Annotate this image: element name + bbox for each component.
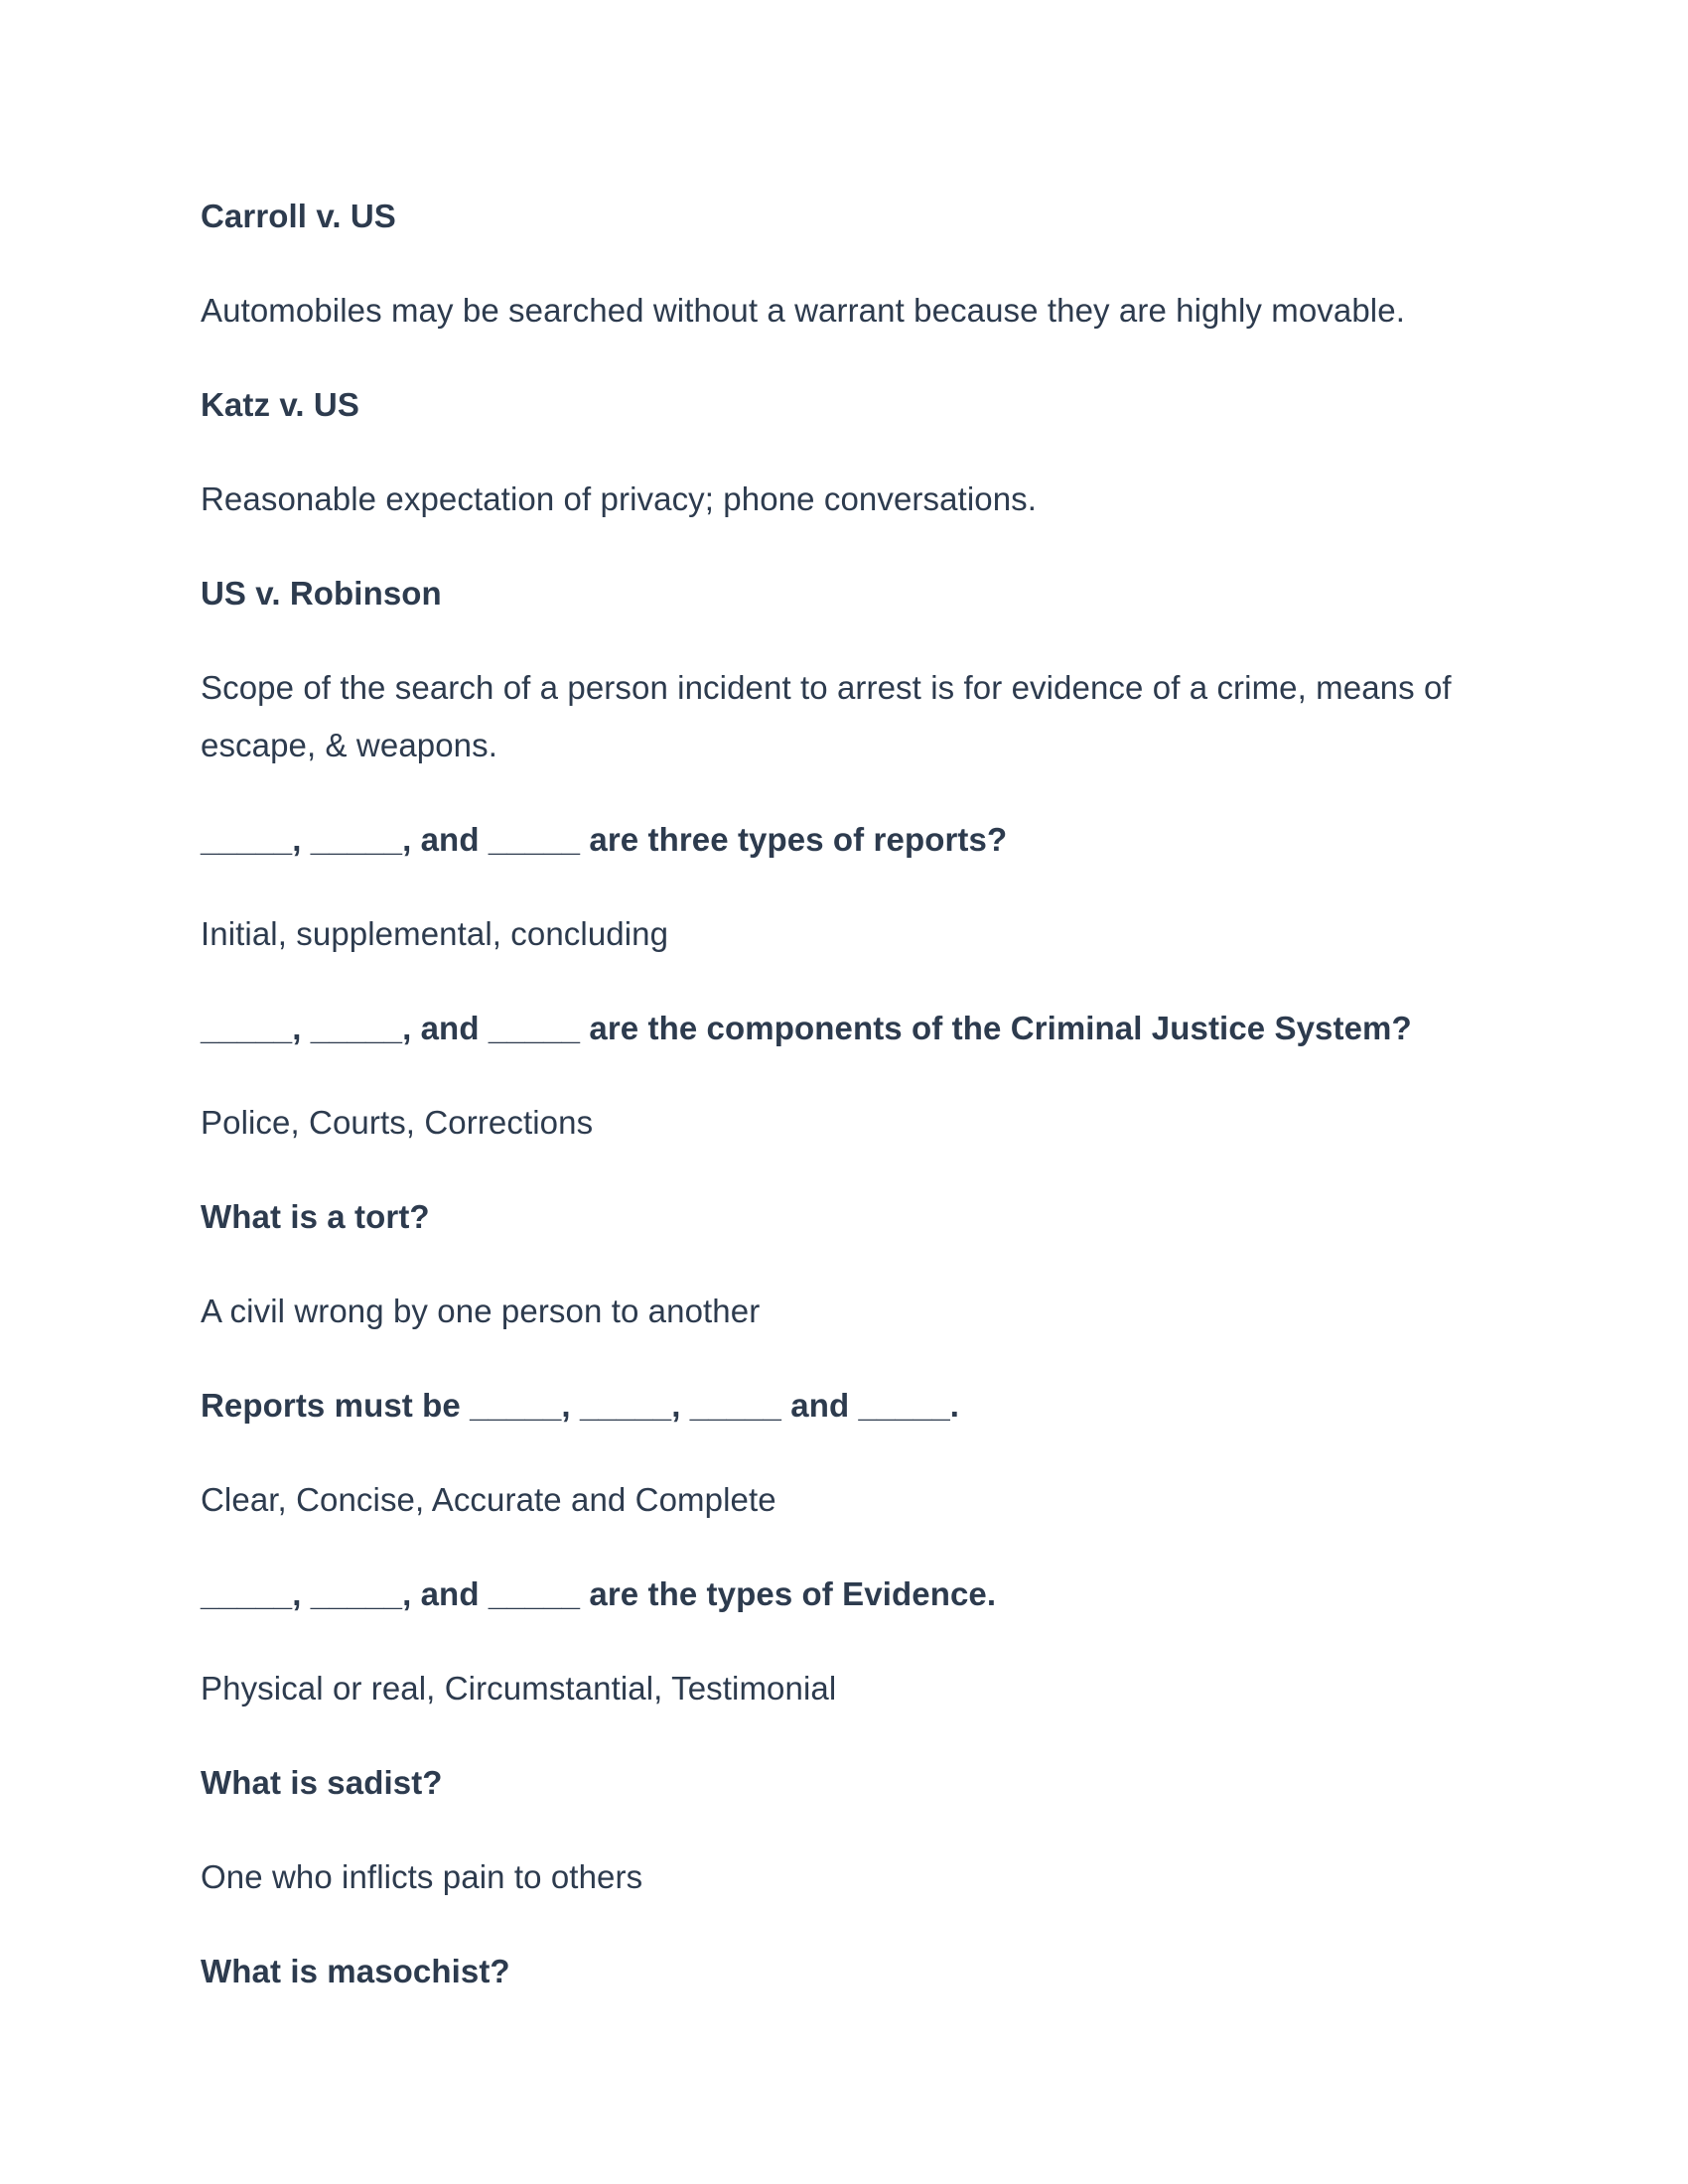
- question-heading: Reports must be _____, _____, _____ and _____.: [201, 1387, 960, 1424]
- answer-text: A civil wrong by one person to another: [201, 1293, 761, 1329]
- answer-text: One who inflicts pain to others: [201, 1858, 643, 1895]
- case-heading: Katz v. US: [201, 386, 359, 423]
- question-heading: What is sadist?: [201, 1764, 443, 1801]
- answer-text: Police, Courts, Corrections: [201, 1104, 594, 1141]
- answer-text: Initial, supplemental, concluding: [201, 915, 669, 952]
- answer-text: Clear, Concise, Accurate and Complete: [201, 1481, 776, 1518]
- question-heading: _____, _____, and _____ are the components of the Criminal Justice System?: [201, 1010, 1412, 1046]
- answer-text: Automobiles may be searched without a warrant because they are highly movable.: [201, 292, 1405, 329]
- question-heading: What is a tort?: [201, 1198, 430, 1235]
- question-heading: _____, _____, and _____ are the types of Evidence.: [201, 1575, 997, 1612]
- answer-text: Reasonable expectation of privacy; phone conversations.: [201, 480, 1038, 517]
- answer-text: Physical or real, Circumstantial, Testimonial: [201, 1670, 837, 1706]
- case-heading: US v. Robinson: [201, 575, 442, 612]
- question-heading: _____, _____, and _____ are three types of reports?: [201, 821, 1008, 858]
- question-heading: What is masochist?: [201, 1953, 510, 1989]
- case-heading: Carroll v. US: [201, 198, 396, 234]
- answer-text: Scope of the search of a person incident to arrest is for evidence of a crime, means of escape, & weapons.: [201, 669, 1452, 763]
